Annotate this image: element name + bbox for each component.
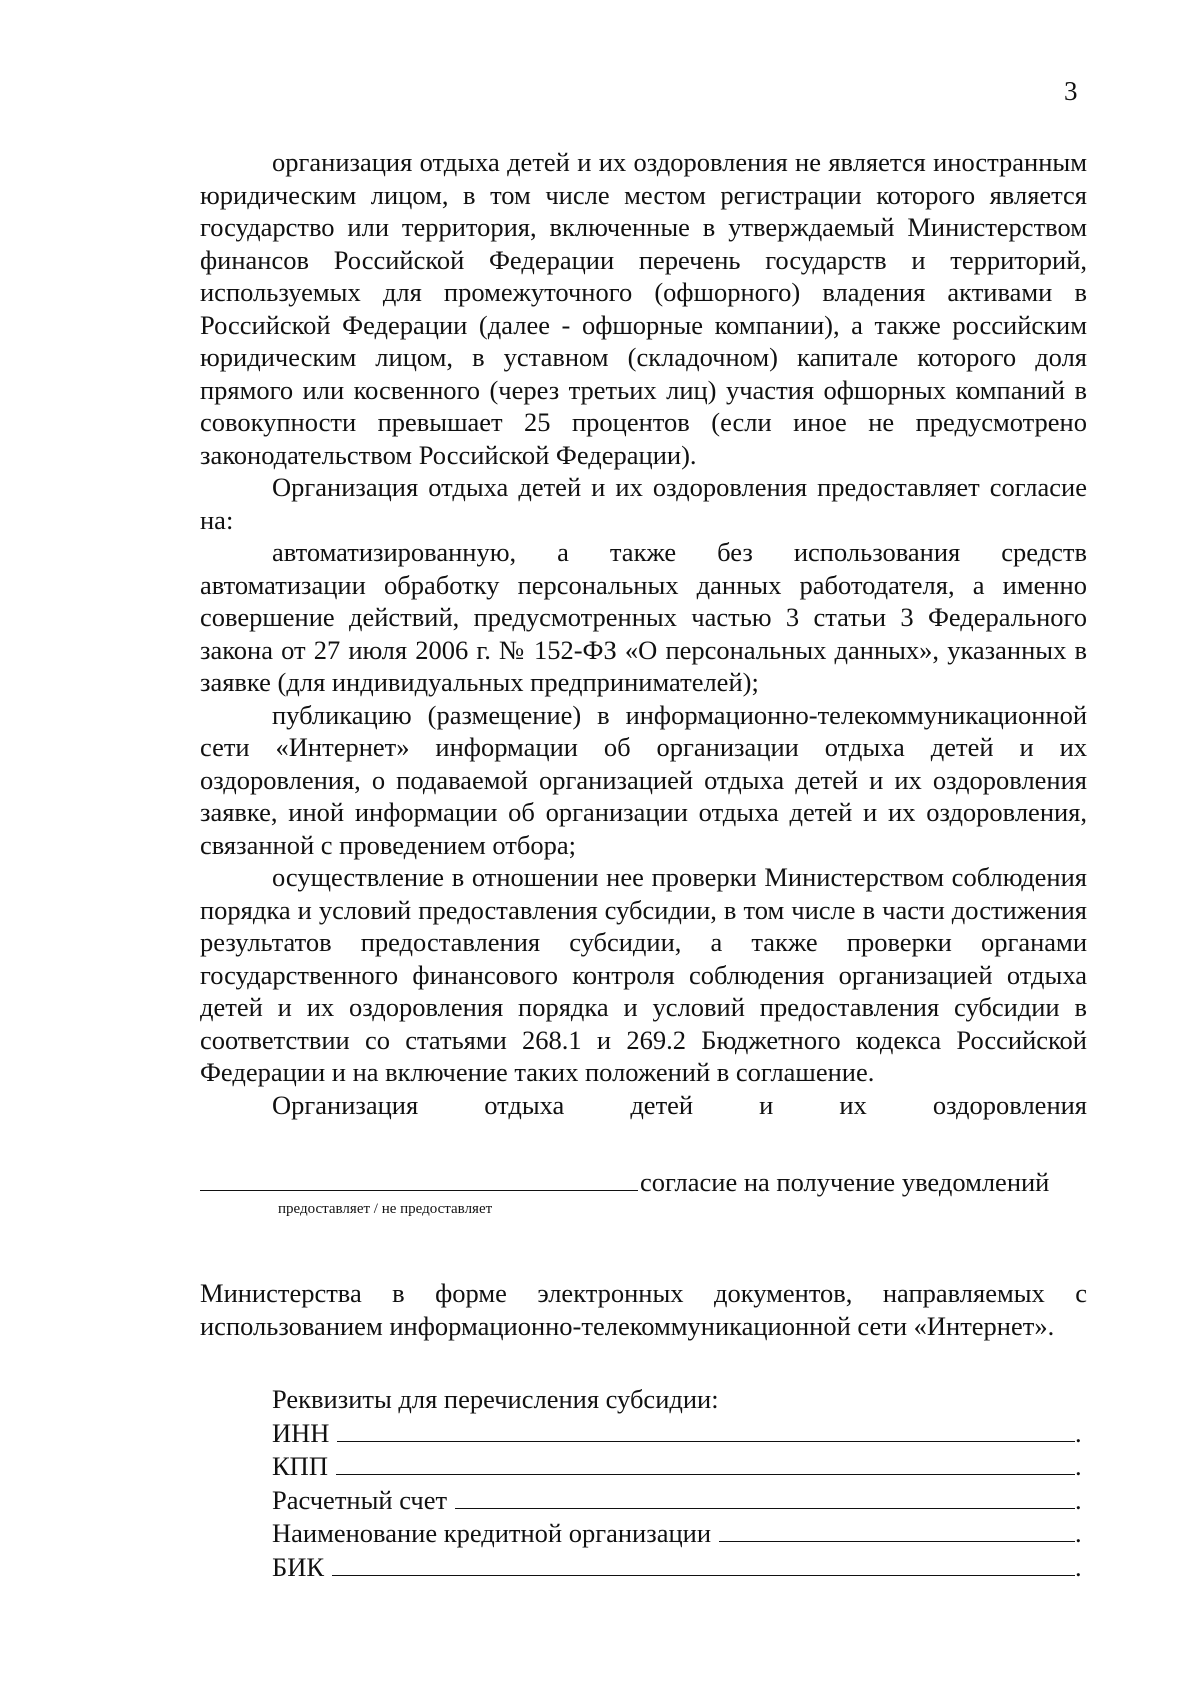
consent-lead: Организация отдыха детей и их оздоровления bbox=[272, 1089, 1087, 1120]
body-text bbox=[200, 146, 1087, 1121]
consent-caption: предоставляет / не предоставляет bbox=[278, 1201, 493, 1217]
end-mark: . bbox=[1075, 1484, 1082, 1515]
requisites-title: Реквизиты для перечисления субсидии: bbox=[272, 1384, 719, 1414]
bank-name-field[interactable] bbox=[719, 1519, 1075, 1542]
account-field[interactable] bbox=[455, 1486, 1075, 1509]
requisite-row-bik bbox=[272, 1551, 1087, 1585]
consent-choice-blank[interactable] bbox=[200, 1166, 638, 1191]
requisites-block bbox=[272, 1383, 1087, 1584]
consent-line bbox=[200, 1166, 1087, 1198]
consent-tail: согласие на получение уведомлений bbox=[640, 1167, 1050, 1197]
end-mark: . bbox=[1075, 1417, 1082, 1448]
end-mark: . bbox=[1075, 1551, 1082, 1582]
requisite-row-inn bbox=[272, 1417, 1087, 1451]
requisite-label: ИНН bbox=[272, 1417, 330, 1448]
end-mark: . bbox=[1075, 1451, 1082, 1481]
requisite-label: БИК bbox=[272, 1551, 325, 1582]
paragraph-consent-intro: Организация отдыха детей и их оздоровления предоставляет согласие на: bbox=[200, 472, 1087, 535]
end-mark: . bbox=[1075, 1518, 1082, 1548]
paragraph-inspection: осуществление в отношении нее проверки Министерством соблюдения порядка и условий предоставления субсидии, в том числе в части достижения результатов предоставления субсидии, а также проверки органами государственного финансового контроля соблюдения организацией отдыха детей и их оздоровления порядка и условий предоставления субсидии в соответствии со статьями 268.1 и 269.2 Бюджетного кодекса Российской Федерации и на включение таких положений в соглашение. bbox=[200, 862, 1087, 1087]
requisite-label: Наименование кредитной организации bbox=[272, 1518, 712, 1548]
consent-notification-block bbox=[200, 1166, 1087, 1218]
consent-continuation-text bbox=[200, 1277, 1087, 1342]
kpp-field[interactable] bbox=[336, 1452, 1075, 1475]
requisite-row-account bbox=[272, 1484, 1087, 1518]
page-number: 3 bbox=[1064, 76, 1078, 106]
requisite-row-kpp bbox=[272, 1450, 1087, 1484]
paragraph-offshore: организация отдыха детей и их оздоровления не является иностранным юридическим лицом, в том числе местом регистрации которого является государство или территория, включенные в утверждаемый Министерством финансов Российской Федерации перечень государств и территорий, используемых для промежуточного (офшорного) владения активами в Российской Федерации (далее - офшорные компании), а также российским юридическим лицом, в уставном (складочном) капитале которого доля прямого или косвенного (через третьих лиц) участия офшорных компаний в совокупности превышает 25 процентов (если иное не предусмотрено законодательством Российской Федерации). bbox=[200, 147, 1087, 470]
requisite-row-bank bbox=[272, 1517, 1087, 1551]
requisite-label: КПП bbox=[272, 1451, 328, 1481]
requisite-label: Расчетный счет bbox=[272, 1484, 448, 1515]
paragraph-personal-data: автоматизированную, а также без использования средств автоматизации обработку персональных данных работодателя, а именно совершение действий, предусмотренных частью 3 статьи 3 Федерального закона от 27 июля 2006 г. № 152-ФЗ «О персональных данных», указанных в заявке (для индивидуальных предпринимателей); bbox=[200, 537, 1087, 697]
paragraph-publication: публикацию (размещение) в информационно-телекоммуникационной сети «Интернет» информации об организации отдыха детей и их оздоровления, о подаваемой организацией отдыха детей и их оздоровления заявке, иной информации об организации отдыха детей и их оздоровления, связанной с проведением отбора; bbox=[200, 699, 1087, 860]
consent-continuation: Министерства в форме электронных документов, направляемых с использованием информационно-телекоммуникационной сети «Интернет». bbox=[200, 1278, 1087, 1341]
inn-field[interactable] bbox=[337, 1419, 1075, 1442]
bik-field[interactable] bbox=[332, 1553, 1075, 1576]
